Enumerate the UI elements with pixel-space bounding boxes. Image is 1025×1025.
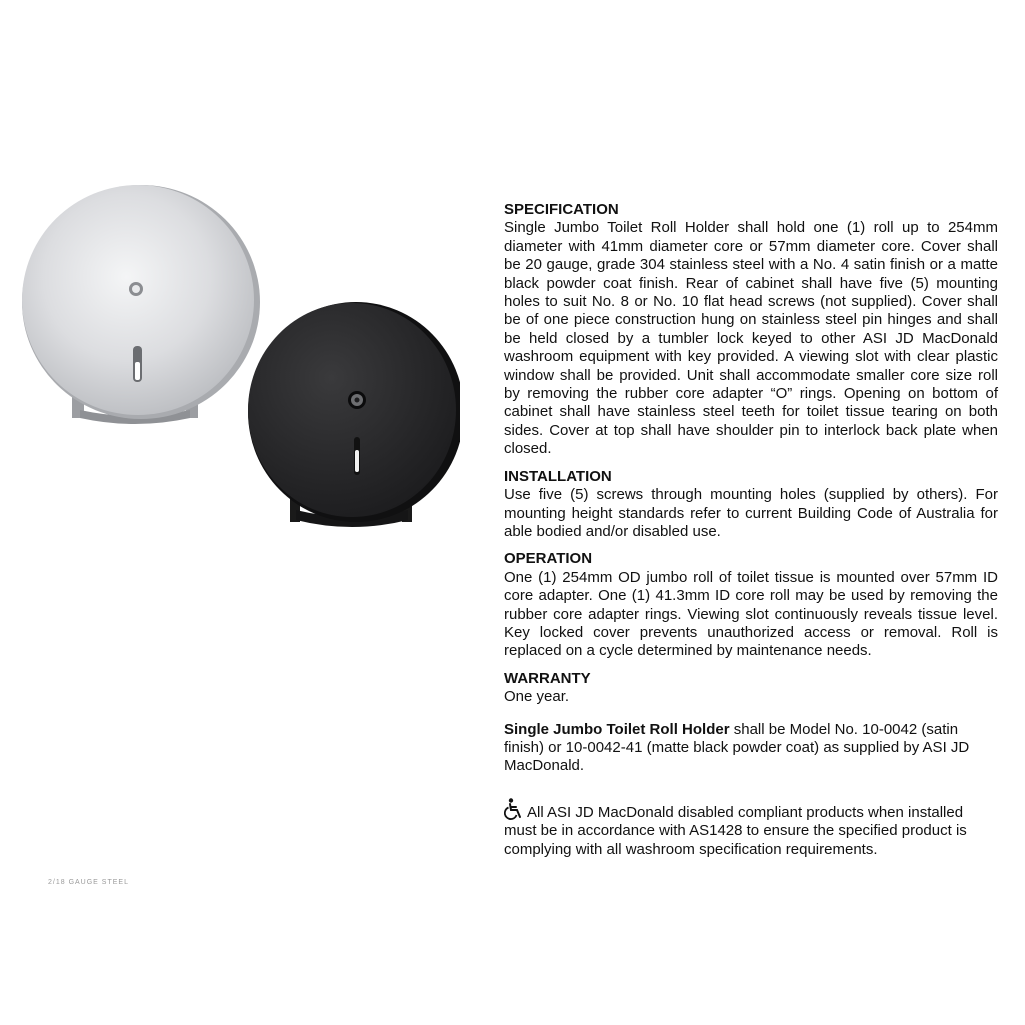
warranty-section bbox=[504, 670, 998, 707]
operation-body: One (1) 254mm OD jumbo roll of toilet tissue is mounted over 57mm ID core adapter. One (1) 41.3mm ID core roll may be used by removing the rubber core adapter rings. Viewing slot continuously reveals tissue level. Key locked cover prevents unauthorized access or removal. Roll is replaced on a cycle determined by maintenance needs. bbox=[504, 568, 998, 660]
wheelchair-icon bbox=[504, 798, 524, 820]
warranty-heading: WARRANTY bbox=[504, 669, 591, 687]
product-image bbox=[20, 180, 460, 550]
model-product-name: Single Jumbo Toilet Roll Holder bbox=[504, 720, 730, 738]
specification-body: Single Jumbo Toilet Roll Holder shall hold one (1) roll up to 254mm diameter with 41mm diameter core or 57mm diameter core. Cover shall be 20 gauge, grade 304 stainless steel with a No. 4 satin finish or a matte black powder coat finish. Rear of cabinet shall have five (5) mounting holes to suit No. 8 or No. 10 flat head screws (not supplied). Cover shall be of one piece construction hung on stainless steel pin hinges and shall be held closed by a tumbler lock keyed to other ASI JD MacDonald washroom equipment with key provided. A viewing slot with clear plastic window shall be provided. Unit shall accommodate smaller core size roll by removing the rubber core adapter “O” rings. Opening on bottom of cabinet shall have stainless steel teeth for toilet tissue tearing on both sides. Cover at top shall have shoulder pin to interlock back plate when closed. bbox=[504, 219, 998, 458]
accessibility-body: All ASI JD MacDonald disabled compliant products when installed must be in accordance with AS1428 to ensure the specified product is complying with all washroom specification requirements. bbox=[504, 803, 967, 858]
installation-body: Use five (5) screws through mounting holes (supplied by others). For mounting height standards refer to current Building Code of Australia for able bodied and/or disabled use. bbox=[504, 486, 998, 540]
accessibility-note bbox=[504, 798, 998, 859]
warranty-body: One year. bbox=[504, 688, 570, 706]
operation-section bbox=[504, 550, 998, 660]
operation-heading: OPERATION bbox=[504, 550, 593, 568]
specification-section bbox=[504, 201, 998, 459]
black-dispenser bbox=[248, 302, 460, 527]
image-caption: 2/18 GAUGE STEEL bbox=[48, 879, 129, 886]
satin-dispenser bbox=[22, 185, 260, 424]
model-body: shall be Model No. 10-0042 (satin finish) or 10-0042-41 (matte black powder coat) as supplied by ASI JD MacDonald. bbox=[504, 720, 970, 775]
installation-heading: INSTALLATION bbox=[504, 467, 612, 485]
model-statement bbox=[504, 721, 998, 776]
specification-text bbox=[504, 201, 998, 859]
installation-section bbox=[504, 468, 998, 542]
specification-heading: SPECIFICATION bbox=[504, 201, 619, 218]
